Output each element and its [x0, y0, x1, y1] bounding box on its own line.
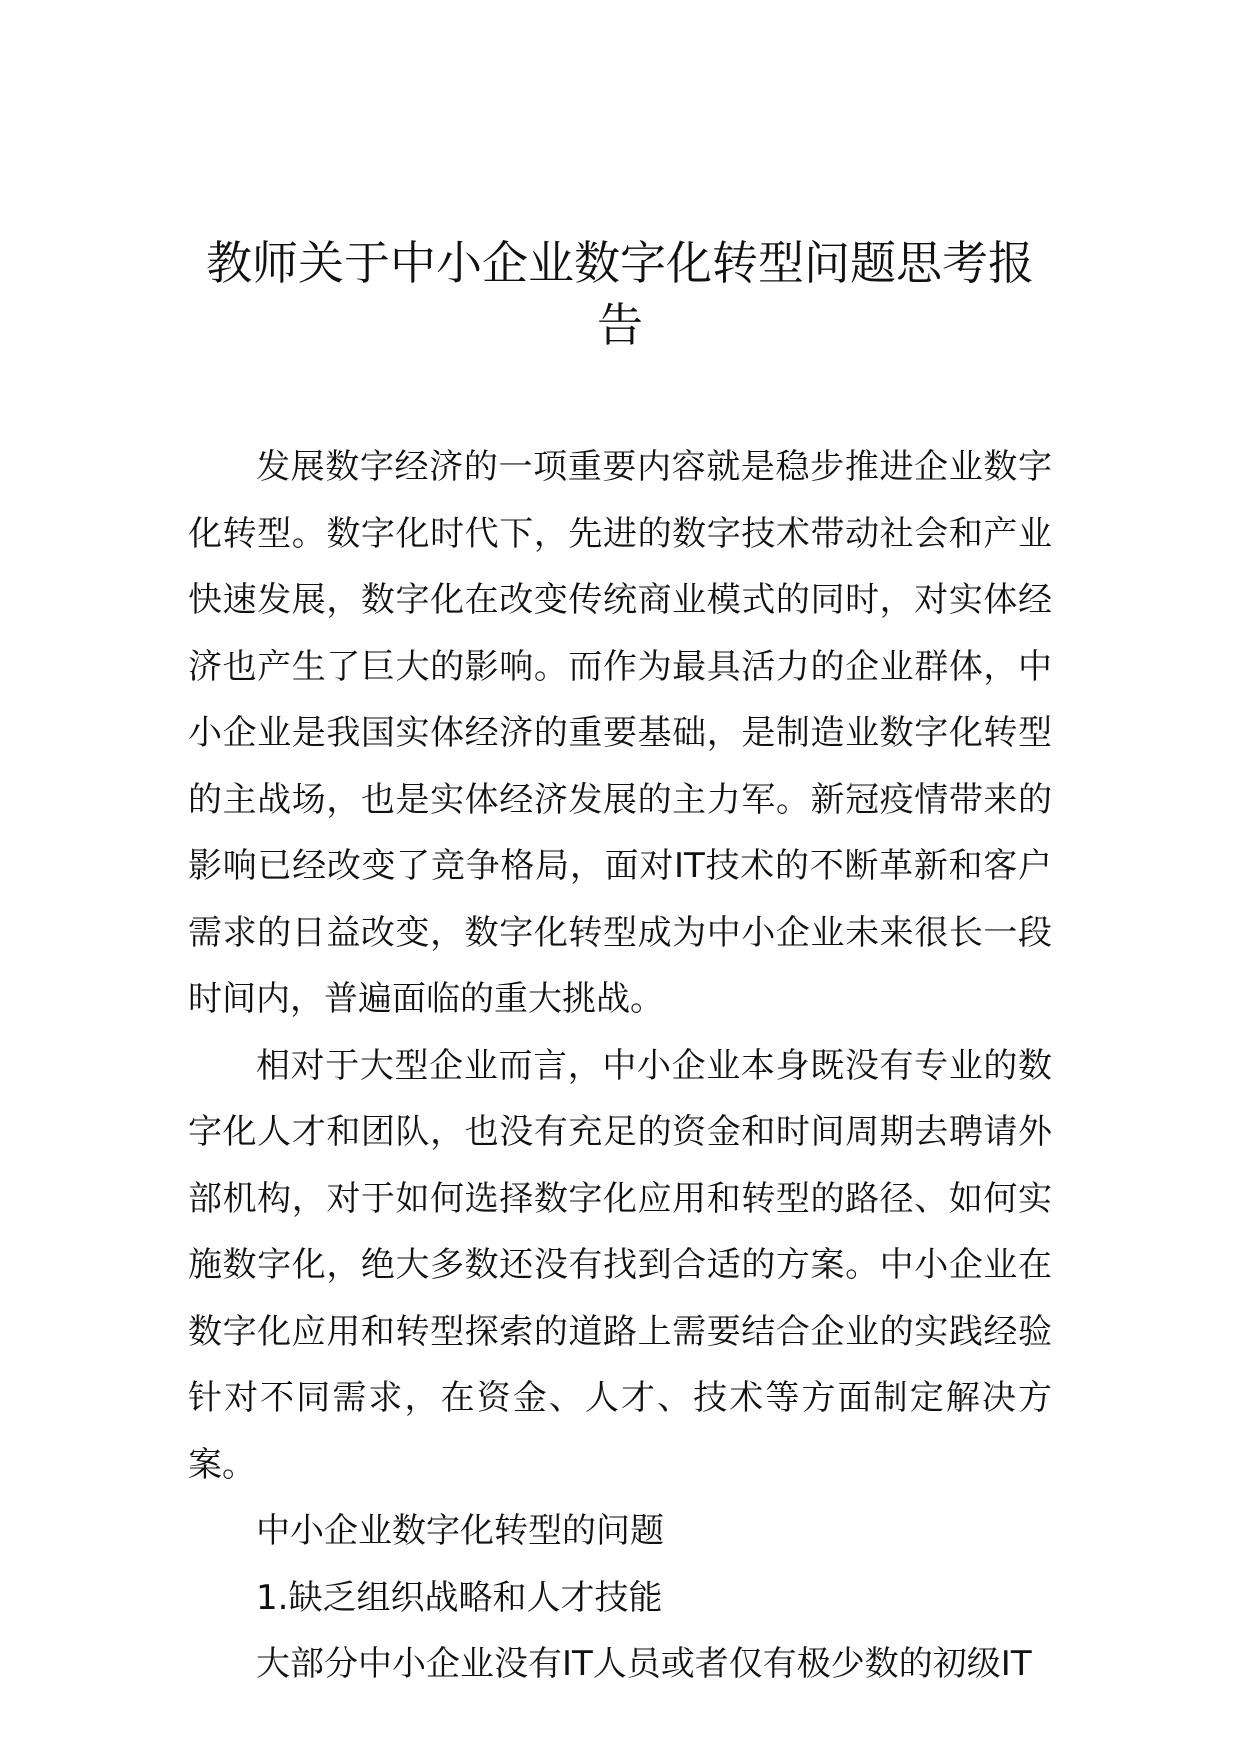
section-heading: 中小企业数字化转型的问题 — [256, 1511, 664, 1551]
paragraph-comparison: 相对于大型企业而言，中小企业本身既没有专业的数字化人才和团队，也没有充足的资金和时间周期去聘请外部机构，对于如何选择数字化应用和转型的路径、如何实施数字化，绝大多数还没有找到合适的方案。中小企业在数字化应用和转型探索的道路上需要结合企业的实践经验针对不同需求，在资金、人才、技术等方面制定解决方案。 — [188, 1045, 1052, 1485]
document-body — [188, 434, 1052, 1698]
subsection-heading: 1.缺乏组织战略和人才技能 — [256, 1577, 663, 1618]
document-title: 教师关于中小企业数字化转型问题思考报告 — [206, 236, 1034, 352]
paragraph-intro: 发展数字经济的一项重要内容就是稳步推进企业数字化转型。数字化时代下，先进的数字技术带动社会和产业快速发展，数字化在改变传统商业模式的同时，对实体经济也产生了巨大的影响。而作为最具活力的企业群体，中小企业是我国实体经济的重要基础，是制造业数字化转型的主战场，也是实体经济发展的主力军。新冠疫情带来的影响已经改变了竞争格局，面对IT技术的不断革新和客户需求的日益改变，数字化转型成为中小企业未来很长一段时间内，普遍面临的重大挑战。 — [188, 447, 1052, 1019]
paragraph-it-staff: 大部分中小企业没有IT人员或者仅有极少数的初级IT — [256, 1644, 1032, 1684]
